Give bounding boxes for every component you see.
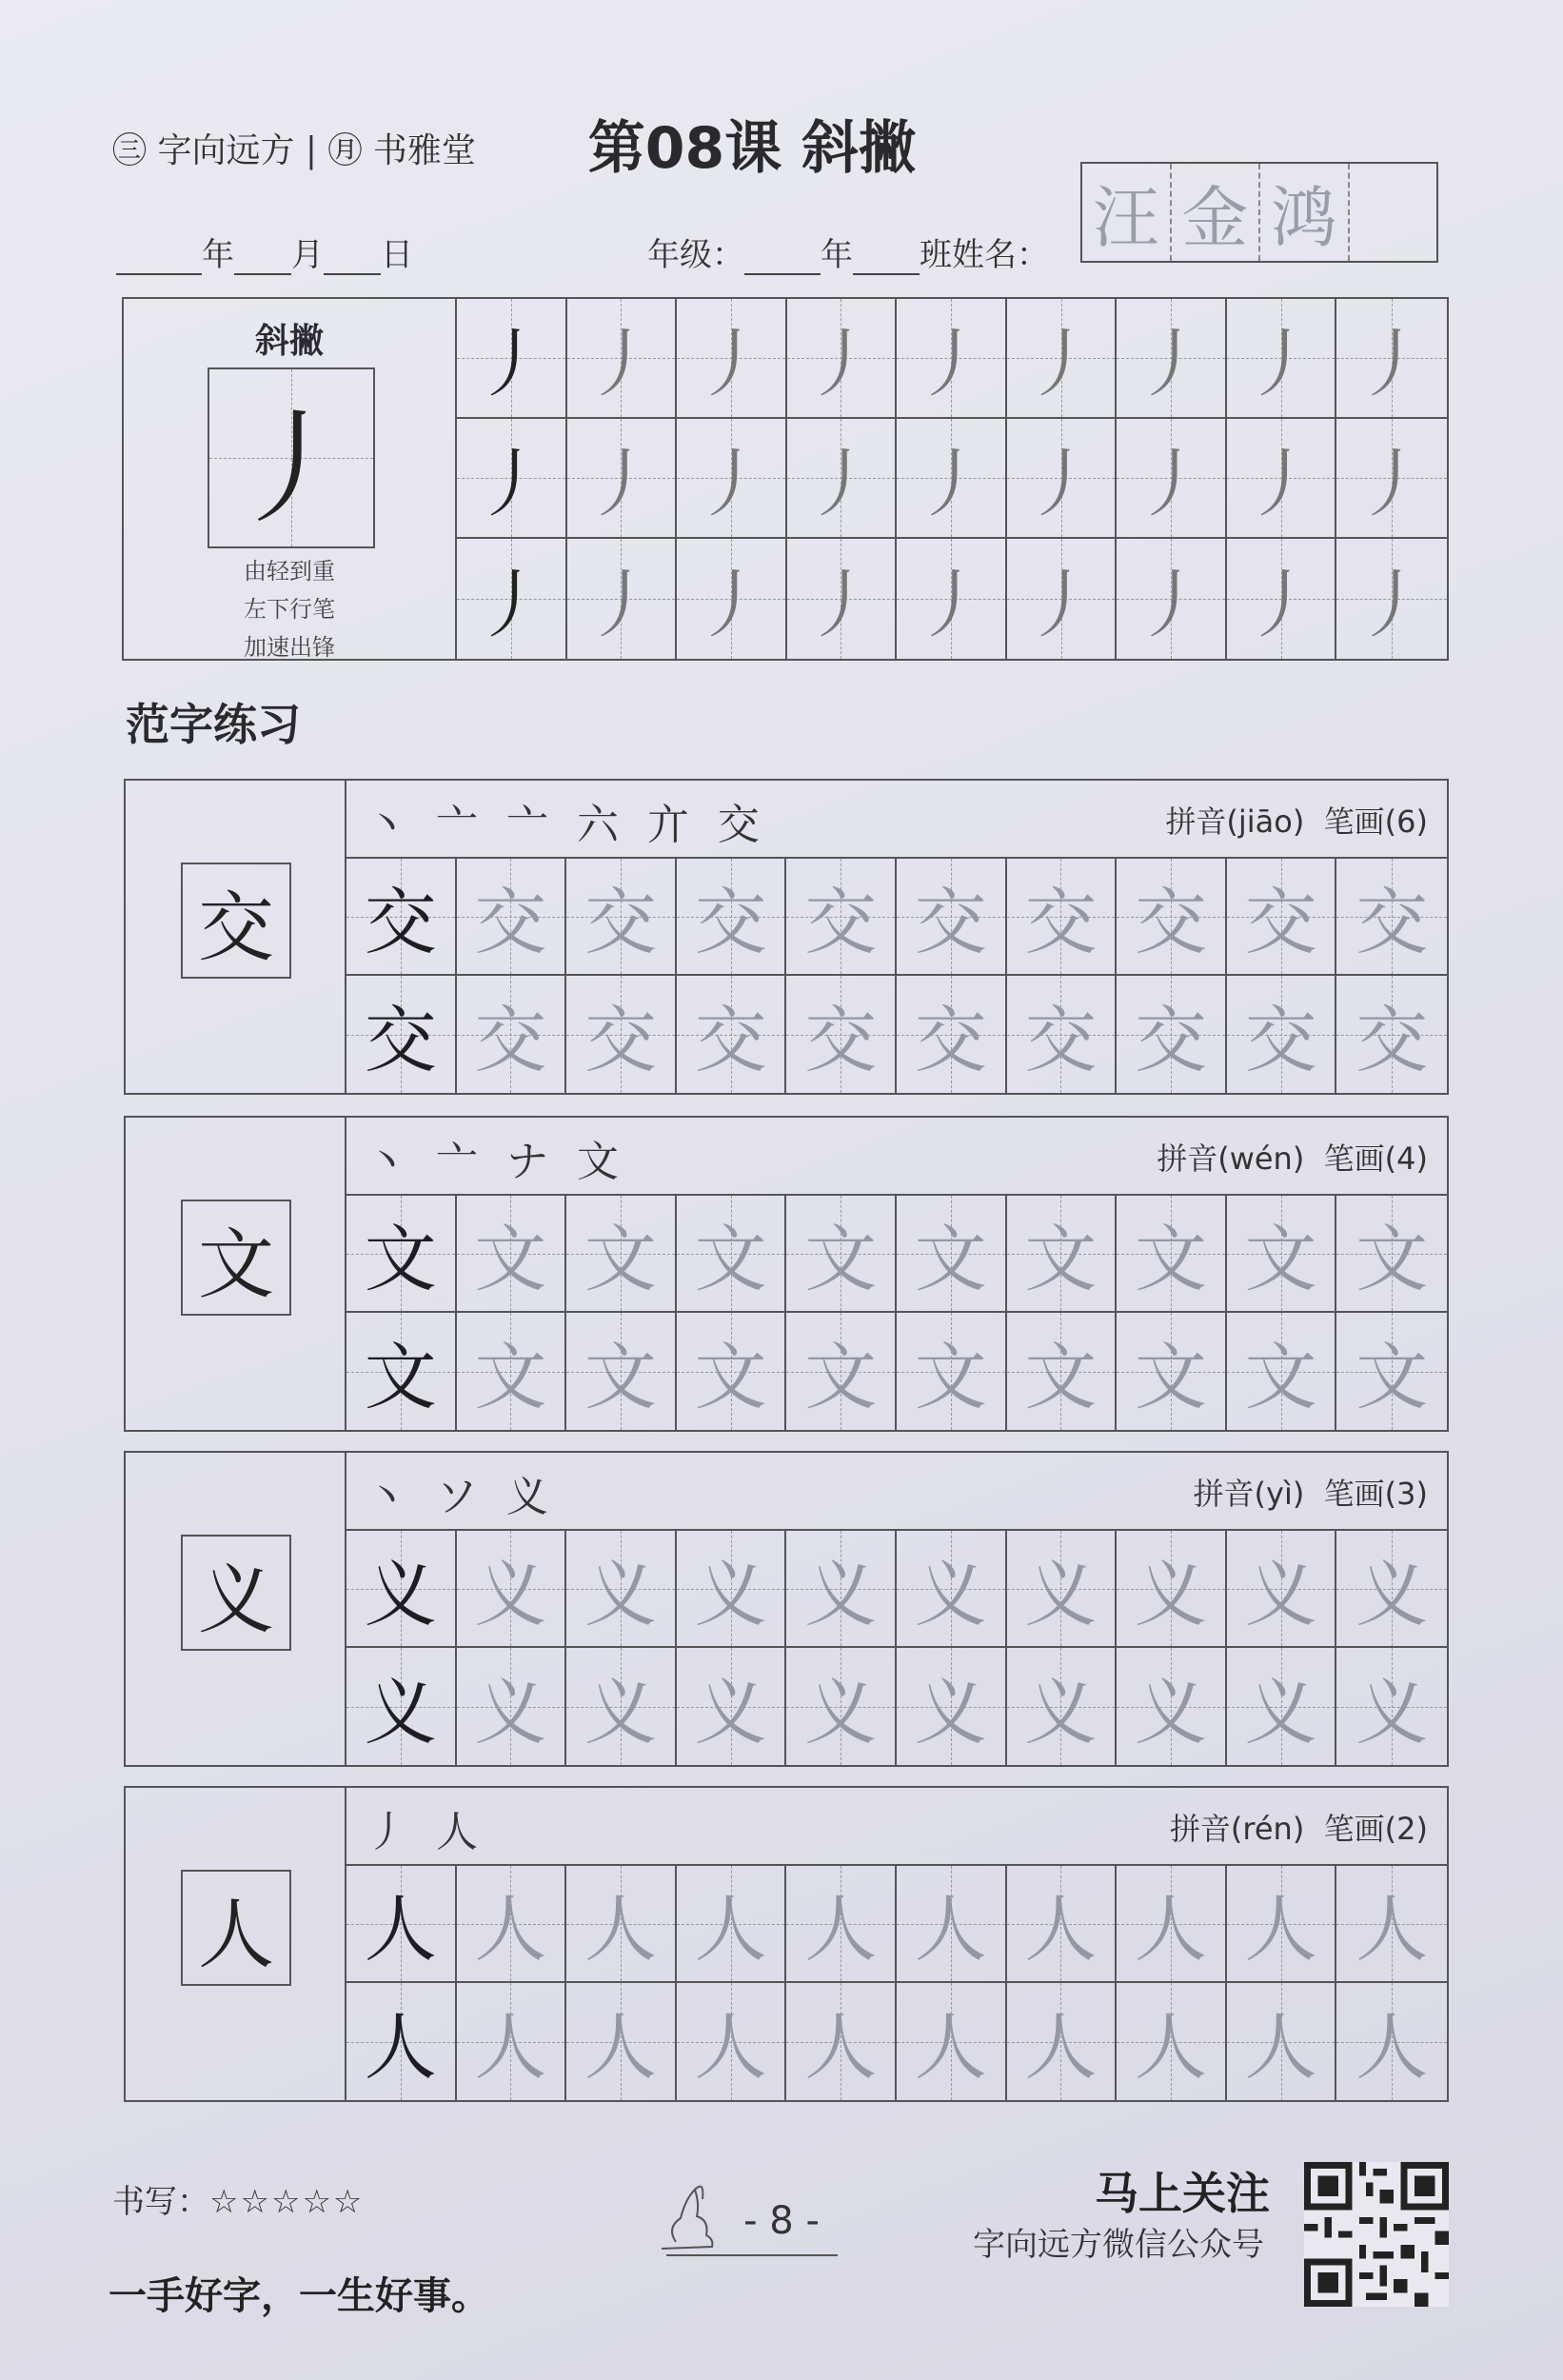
trace-glyph: 丿 [1355, 563, 1430, 648]
strokes-label: 笔画 [1323, 1140, 1385, 1177]
stroke-practice-cell[interactable] [677, 419, 787, 539]
trace-glyph: 交 [804, 998, 878, 1082]
trace-glyph: 义 [474, 1670, 547, 1755]
practice-cell[interactable] [786, 976, 897, 1093]
stroke-practice-cell[interactable] [1117, 419, 1227, 539]
practice-cell[interactable] [677, 1648, 787, 1765]
practice-cell[interactable] [346, 1866, 457, 1983]
trace-glyph: 文 [584, 1335, 657, 1419]
practice-cell[interactable] [1007, 1983, 1118, 2100]
trace-glyph: 丿 [1134, 563, 1209, 648]
practice-cell[interactable] [1336, 1648, 1447, 1765]
practice-cell[interactable] [1336, 1531, 1447, 1648]
stroke-practice-cell[interactable] [1336, 539, 1447, 659]
trace-glyph: 人 [474, 2005, 547, 2090]
trace-glyph: 交 [364, 880, 437, 964]
trace-glyph: 丿 [693, 442, 768, 527]
practice-cell[interactable] [786, 1196, 897, 1313]
trace-glyph: 人 [1244, 2005, 1317, 2090]
practice-cell[interactable] [1007, 1866, 1118, 1983]
practice-cell[interactable] [457, 976, 567, 1093]
practice-cell[interactable] [1336, 1983, 1447, 2100]
trace-glyph: 交 [1355, 880, 1429, 964]
trace-glyph: 交 [584, 998, 657, 1082]
trace-glyph: 义 [1244, 1670, 1317, 1755]
practice-cell[interactable] [1007, 1648, 1118, 1765]
pinyin-value: wén [1229, 1140, 1293, 1177]
trace-glyph: 义 [804, 1552, 878, 1636]
stroke-tip: 加速出锋 [244, 634, 335, 661]
trace-glyph: 交 [1024, 880, 1098, 964]
character-practice-grid [345, 1866, 1447, 2100]
character-block [124, 779, 1449, 1095]
stroke-practice-panel [122, 297, 1449, 661]
strokes-value: 2 [1396, 1811, 1416, 1847]
practice-cell[interactable] [677, 1866, 787, 1983]
pinyin-label: 拼音 [1165, 803, 1227, 840]
practice-cell[interactable] [346, 976, 457, 1093]
practice-cell[interactable] [457, 1531, 567, 1648]
trace-glyph: 文 [1355, 1217, 1429, 1301]
trace-glyph: 义 [914, 1552, 987, 1636]
trace-glyph: 文 [474, 1217, 547, 1301]
practice-cell[interactable] [786, 1531, 897, 1648]
practice-cell[interactable] [1227, 859, 1337, 976]
practice-cell[interactable] [346, 1648, 457, 1765]
trace-glyph: 人 [1355, 2005, 1429, 2090]
practice-cell[interactable] [1007, 859, 1118, 976]
practice-cell[interactable] [1117, 1983, 1227, 2100]
trace-glyph: 义 [1355, 1670, 1429, 1755]
practice-cell[interactable] [1007, 1196, 1118, 1313]
trace-glyph: 义 [364, 1552, 437, 1636]
practice-cell[interactable] [457, 1196, 567, 1313]
trace-glyph: 文 [1134, 1335, 1207, 1419]
practice-cell[interactable] [1336, 976, 1447, 1093]
practice-cell[interactable] [1117, 1196, 1227, 1313]
stroke-practice-cell[interactable] [787, 419, 898, 539]
pinyin-value: rén [1242, 1811, 1293, 1847]
trace-glyph: 交 [474, 880, 547, 964]
trace-glyph: 丿 [584, 442, 659, 527]
trace-glyph: 丿 [1243, 322, 1318, 407]
trace-glyph: 交 [804, 880, 878, 964]
stroke-practice-cell[interactable] [457, 299, 567, 419]
stroke-practice-cell[interactable] [567, 419, 678, 539]
practice-cell[interactable] [1227, 1648, 1337, 1765]
trace-glyph: 交 [364, 998, 437, 1082]
trace-glyph: 人 [914, 2005, 987, 2090]
stroke-practice-cell[interactable] [567, 539, 678, 659]
qr-code-icon[interactable] [1304, 2159, 1449, 2310]
trace-glyph: 丿 [803, 442, 879, 527]
practice-cell[interactable] [1336, 1866, 1447, 1983]
stroke-order-sequence: 丶 ソ 义 [366, 1473, 556, 1521]
practice-cell[interactable] [566, 1196, 677, 1313]
practice-cell[interactable] [1117, 1313, 1227, 1430]
trace-glyph: 义 [694, 1552, 767, 1636]
stroke-practice-cell[interactable] [1336, 299, 1447, 419]
date-line [116, 228, 413, 275]
trace-glyph: 文 [364, 1335, 437, 1419]
model-character: 义 [181, 1535, 291, 1651]
trace-glyph: 义 [364, 1670, 437, 1755]
practice-cell[interactable] [1117, 976, 1227, 1093]
trace-glyph: 丿 [1134, 442, 1209, 527]
model-character: 文 [181, 1200, 291, 1316]
practice-cell[interactable] [346, 859, 457, 976]
practice-cell[interactable] [566, 1313, 677, 1430]
practice-cell[interactable] [897, 1531, 1007, 1648]
practice-cell[interactable] [1117, 859, 1227, 976]
stroke-practice-grid [457, 299, 1447, 659]
trace-glyph: 交 [694, 998, 767, 1082]
stroke-practice-cell[interactable] [1007, 299, 1118, 419]
pinyin-strokes-info: 拼音(jiāo) 笔画(6) [1165, 803, 1428, 840]
stroke-practice-cell[interactable] [677, 299, 787, 419]
practice-cell[interactable] [1117, 1866, 1227, 1983]
practice-cell[interactable] [897, 859, 1007, 976]
trace-glyph: 义 [1244, 1552, 1317, 1636]
trace-glyph: 义 [1134, 1552, 1207, 1636]
day-label: 日 [381, 236, 413, 274]
trace-glyph: 文 [804, 1335, 878, 1419]
strokes-label: 笔画 [1323, 1811, 1385, 1847]
trace-glyph: 人 [364, 2005, 437, 2090]
stroke-practice-cell[interactable] [1117, 299, 1227, 419]
trace-glyph: 丿 [473, 563, 548, 648]
rating-stars[interactable]: ☆☆☆☆☆ [209, 2183, 365, 2221]
trace-glyph: 义 [584, 1552, 657, 1636]
trace-glyph: 人 [474, 1887, 547, 1972]
stroke-practice-cell[interactable] [1336, 419, 1447, 539]
practice-cell[interactable] [897, 1196, 1007, 1313]
character-practice-grid [345, 859, 1447, 1093]
trace-glyph: 人 [1134, 2005, 1207, 2090]
pinyin-strokes-info: 拼音(wén) 笔画(4) [1157, 1140, 1428, 1177]
lesson-title: 第08课 斜撇 [587, 115, 917, 182]
trace-glyph: 人 [694, 1887, 767, 1972]
trace-glyph: 人 [584, 2005, 657, 2090]
trace-glyph: 人 [914, 1887, 987, 1972]
trace-glyph: 义 [474, 1552, 547, 1636]
grade-line [647, 228, 1049, 275]
practice-cell[interactable] [346, 1531, 457, 1648]
trace-glyph: 义 [1355, 1552, 1429, 1636]
year-blank[interactable] [116, 241, 202, 275]
strokes-label: 笔画 [1323, 803, 1385, 840]
model-character: 人 [181, 1870, 291, 1986]
practice-cell[interactable] [897, 1648, 1007, 1765]
stroke-info [124, 299, 457, 659]
pinyin-strokes-info: 拼音(rén) 笔画(2) [1169, 1811, 1428, 1847]
trace-glyph: 丿 [693, 563, 768, 648]
stroke-order-sequence: 丿 人 [366, 1808, 485, 1856]
stroke-practice-cell[interactable] [567, 299, 678, 419]
stroke-demo-box [208, 367, 375, 548]
practice-cell[interactable] [786, 1983, 897, 2100]
character-block [124, 1451, 1449, 1767]
trace-glyph: 交 [914, 880, 987, 964]
grade-class-label: 班 [920, 236, 952, 274]
trace-glyph: 文 [1244, 1335, 1317, 1419]
practice-cell[interactable] [346, 1196, 457, 1313]
practice-cell[interactable] [346, 1983, 457, 2100]
stroke-tip: 由轻到重 [244, 558, 335, 585]
practice-cell[interactable] [897, 976, 1007, 1093]
practice-cell[interactable] [786, 1313, 897, 1430]
practice-cell[interactable] [457, 859, 567, 976]
section-title: 范字练习 [126, 699, 301, 750]
practice-cell[interactable] [1227, 1313, 1337, 1430]
practice-cell[interactable] [677, 1531, 787, 1648]
trace-glyph: 文 [914, 1335, 987, 1419]
trace-glyph: 人 [1024, 2005, 1098, 2090]
trace-glyph: 义 [914, 1670, 987, 1755]
practice-cell[interactable] [1007, 1313, 1118, 1430]
trace-glyph: 义 [584, 1670, 657, 1755]
name-label: 姓名： [952, 236, 1049, 274]
trace-glyph: 文 [694, 1335, 767, 1419]
trace-glyph: 丿 [803, 322, 879, 407]
trace-glyph: 文 [914, 1217, 987, 1301]
practice-cell[interactable] [677, 1196, 787, 1313]
trace-glyph: 文 [694, 1217, 767, 1301]
trace-glyph: 丿 [803, 563, 879, 648]
practice-cell[interactable] [1227, 1196, 1337, 1313]
stroke-practice-cell[interactable] [1117, 539, 1227, 659]
stroke-order-sequence: 丶 亠 亠 六 亣 交 [366, 801, 767, 849]
trace-glyph: 丿 [1023, 442, 1098, 527]
practice-cell[interactable] [566, 1531, 677, 1648]
trace-glyph: 文 [804, 1217, 878, 1301]
trace-glyph: 交 [1134, 880, 1207, 964]
trace-glyph: 人 [584, 1887, 657, 1972]
month-blank[interactable] [234, 241, 291, 275]
trace-glyph: 交 [584, 880, 657, 964]
trace-glyph: 交 [1244, 880, 1317, 964]
practice-cell[interactable] [1227, 1866, 1337, 1983]
grade-year-blank[interactable] [744, 241, 821, 275]
stroke-practice-cell[interactable] [457, 419, 567, 539]
practice-cell[interactable] [1336, 859, 1447, 976]
month-label: 月 [291, 236, 324, 274]
trace-glyph: 人 [804, 1887, 878, 1972]
trace-glyph: 人 [364, 1887, 437, 1972]
strokes-value: 3 [1396, 1476, 1416, 1512]
trace-glyph: 文 [1244, 1217, 1317, 1301]
pinyin-label: 拼音 [1193, 1476, 1255, 1512]
stroke-demo-glyph: 丿 [228, 395, 353, 541]
practice-cell[interactable] [1227, 1531, 1337, 1648]
practice-cell[interactable] [786, 859, 897, 976]
stroke-practice-cell[interactable] [1007, 419, 1118, 539]
practice-cell[interactable] [457, 1313, 567, 1430]
trace-glyph: 丿 [473, 322, 548, 407]
practice-cell[interactable] [677, 859, 787, 976]
strokes-value: 4 [1396, 1140, 1416, 1177]
stroke-order-row [345, 1788, 1447, 1866]
follow-title: 马上关注 [1095, 2168, 1270, 2219]
trace-glyph: 文 [1355, 1335, 1429, 1419]
trace-glyph: 丿 [1355, 322, 1430, 407]
strokes-label: 笔画 [1323, 1476, 1385, 1512]
character-practice-grid [345, 1196, 1447, 1430]
pinyin-value: yì [1266, 1476, 1293, 1512]
trace-glyph: 义 [804, 1670, 878, 1755]
trace-glyph: 文 [1134, 1217, 1207, 1301]
trace-glyph: 丿 [473, 442, 548, 527]
trace-glyph: 人 [804, 2005, 878, 2090]
trace-glyph: 文 [1024, 1335, 1098, 1419]
practice-cell[interactable] [1227, 1983, 1337, 2100]
trace-glyph: 义 [694, 1670, 767, 1755]
trace-glyph: 交 [1355, 998, 1429, 1082]
stroke-practice-cell[interactable] [1227, 419, 1337, 539]
trace-glyph: 交 [694, 880, 767, 964]
trace-glyph: 丿 [913, 442, 988, 527]
day-blank[interactable] [324, 241, 381, 275]
brand-logo: ㊂ 字向远方 | ㊊ 书雅堂 [112, 131, 476, 170]
trace-glyph: 交 [1134, 998, 1207, 1082]
practice-cell[interactable] [346, 1313, 457, 1430]
stroke-order-row [345, 781, 1447, 859]
year-label: 年 [202, 236, 234, 274]
stroke-practice-cell[interactable] [1227, 539, 1337, 659]
stroke-order-row [345, 1118, 1447, 1196]
practice-cell[interactable] [1336, 1313, 1447, 1430]
practice-cell[interactable] [1117, 1531, 1227, 1648]
trace-glyph: 人 [694, 2005, 767, 2090]
trace-glyph: 丿 [693, 322, 768, 407]
grade-label: 年级： [647, 236, 744, 274]
practice-cell[interactable] [566, 1648, 677, 1765]
practice-cell[interactable] [1117, 1648, 1227, 1765]
character-block [124, 1786, 1449, 2102]
name-cell[interactable]: 汪 [1082, 164, 1172, 261]
trace-glyph: 丿 [1134, 322, 1209, 407]
practice-cell[interactable] [897, 1313, 1007, 1430]
stroke-practice-cell[interactable] [897, 299, 1007, 419]
character-practice-grid [345, 1531, 1447, 1765]
practice-cell[interactable] [457, 1983, 567, 2100]
stroke-practice-cell[interactable] [787, 539, 898, 659]
practice-cell[interactable] [677, 976, 787, 1093]
grade-year-label: 年 [821, 236, 853, 274]
trace-glyph: 文 [474, 1335, 547, 1419]
practice-cell[interactable] [457, 1648, 567, 1765]
practice-cell[interactable] [1336, 1196, 1447, 1313]
stroke-practice-cell[interactable] [897, 539, 1007, 659]
trace-glyph: 丿 [1023, 322, 1098, 407]
stroke-order-sequence: 丶 亠 ナ 文 [366, 1138, 626, 1186]
practice-cell[interactable] [897, 1983, 1007, 2100]
practice-cell[interactable] [677, 1313, 787, 1430]
pinyin-label: 拼音 [1157, 1140, 1218, 1177]
strokes-value: 6 [1396, 803, 1416, 840]
name-box[interactable] [1080, 162, 1438, 263]
practice-cell[interactable] [677, 1983, 787, 2100]
name-cell[interactable]: 金 [1172, 164, 1261, 261]
trace-glyph: 丿 [913, 322, 988, 407]
trace-glyph: 丿 [1243, 563, 1318, 648]
trace-glyph: 丿 [584, 563, 659, 648]
trace-glyph: 交 [474, 998, 547, 1082]
trace-glyph: 文 [1024, 1217, 1098, 1301]
trace-glyph: 交 [1024, 998, 1098, 1082]
stroke-name: 斜撇 [254, 322, 324, 361]
page-underline [666, 2254, 838, 2256]
stroke-practice-cell[interactable] [787, 299, 898, 419]
practice-cell[interactable] [1007, 1531, 1118, 1648]
practice-cell[interactable] [566, 976, 677, 1093]
trace-glyph: 义 [1134, 1670, 1207, 1755]
name-cell[interactable] [1350, 164, 1437, 261]
trace-glyph: 丿 [1023, 563, 1098, 648]
trace-glyph: 人 [1134, 1887, 1207, 1972]
practice-cell[interactable] [566, 1866, 677, 1983]
character-block [124, 1116, 1449, 1432]
trace-glyph: 人 [1244, 1887, 1317, 1972]
stroke-practice-cell[interactable] [1007, 539, 1118, 659]
trace-glyph: 交 [1244, 998, 1317, 1082]
trace-glyph: 丿 [1243, 442, 1318, 527]
practice-cell[interactable] [457, 1866, 567, 1983]
stroke-practice-cell[interactable] [897, 419, 1007, 539]
practice-cell[interactable] [897, 1866, 1007, 1983]
page-number: - 8 - [743, 2199, 820, 2243]
trace-glyph: 义 [1024, 1552, 1098, 1636]
grade-class-blank[interactable] [853, 241, 920, 275]
trace-glyph: 丿 [584, 322, 659, 407]
stroke-practice-cell[interactable] [677, 539, 787, 659]
pinyin-strokes-info: 拼音(yì) 笔画(3) [1193, 1476, 1428, 1512]
practice-cell[interactable] [786, 1866, 897, 1983]
practice-cell[interactable] [1007, 976, 1118, 1093]
name-cell[interactable]: 鸿 [1260, 164, 1350, 261]
rating-label: 书写： [112, 2183, 209, 2221]
trace-glyph: 义 [1024, 1670, 1098, 1755]
practice-cell[interactable] [566, 859, 677, 976]
trace-glyph: 文 [364, 1217, 437, 1301]
trace-glyph: 人 [1355, 1887, 1429, 1972]
practice-cell[interactable] [786, 1648, 897, 1765]
follow-subtitle: 字向远方微信公众号 [973, 2226, 1264, 2264]
stroke-practice-cell[interactable] [1227, 299, 1337, 419]
stroke-order-row [345, 1453, 1447, 1531]
trace-glyph: 丿 [913, 563, 988, 648]
stroke-practice-cell[interactable] [457, 539, 567, 659]
trace-glyph: 交 [914, 998, 987, 1082]
pinyin-label: 拼音 [1169, 1811, 1231, 1847]
trace-glyph: 丿 [1355, 442, 1430, 527]
model-character: 交 [181, 863, 291, 979]
trace-glyph: 文 [584, 1217, 657, 1301]
stroke-tip: 左下行笔 [244, 596, 335, 623]
practice-cell[interactable] [1227, 976, 1337, 1093]
motto: 一手好字，一生好事。 [109, 2274, 489, 2318]
practice-cell[interactable] [566, 1983, 677, 2100]
pinyin-value: jiāo [1237, 803, 1293, 840]
trace-glyph: 人 [1024, 1887, 1098, 1972]
